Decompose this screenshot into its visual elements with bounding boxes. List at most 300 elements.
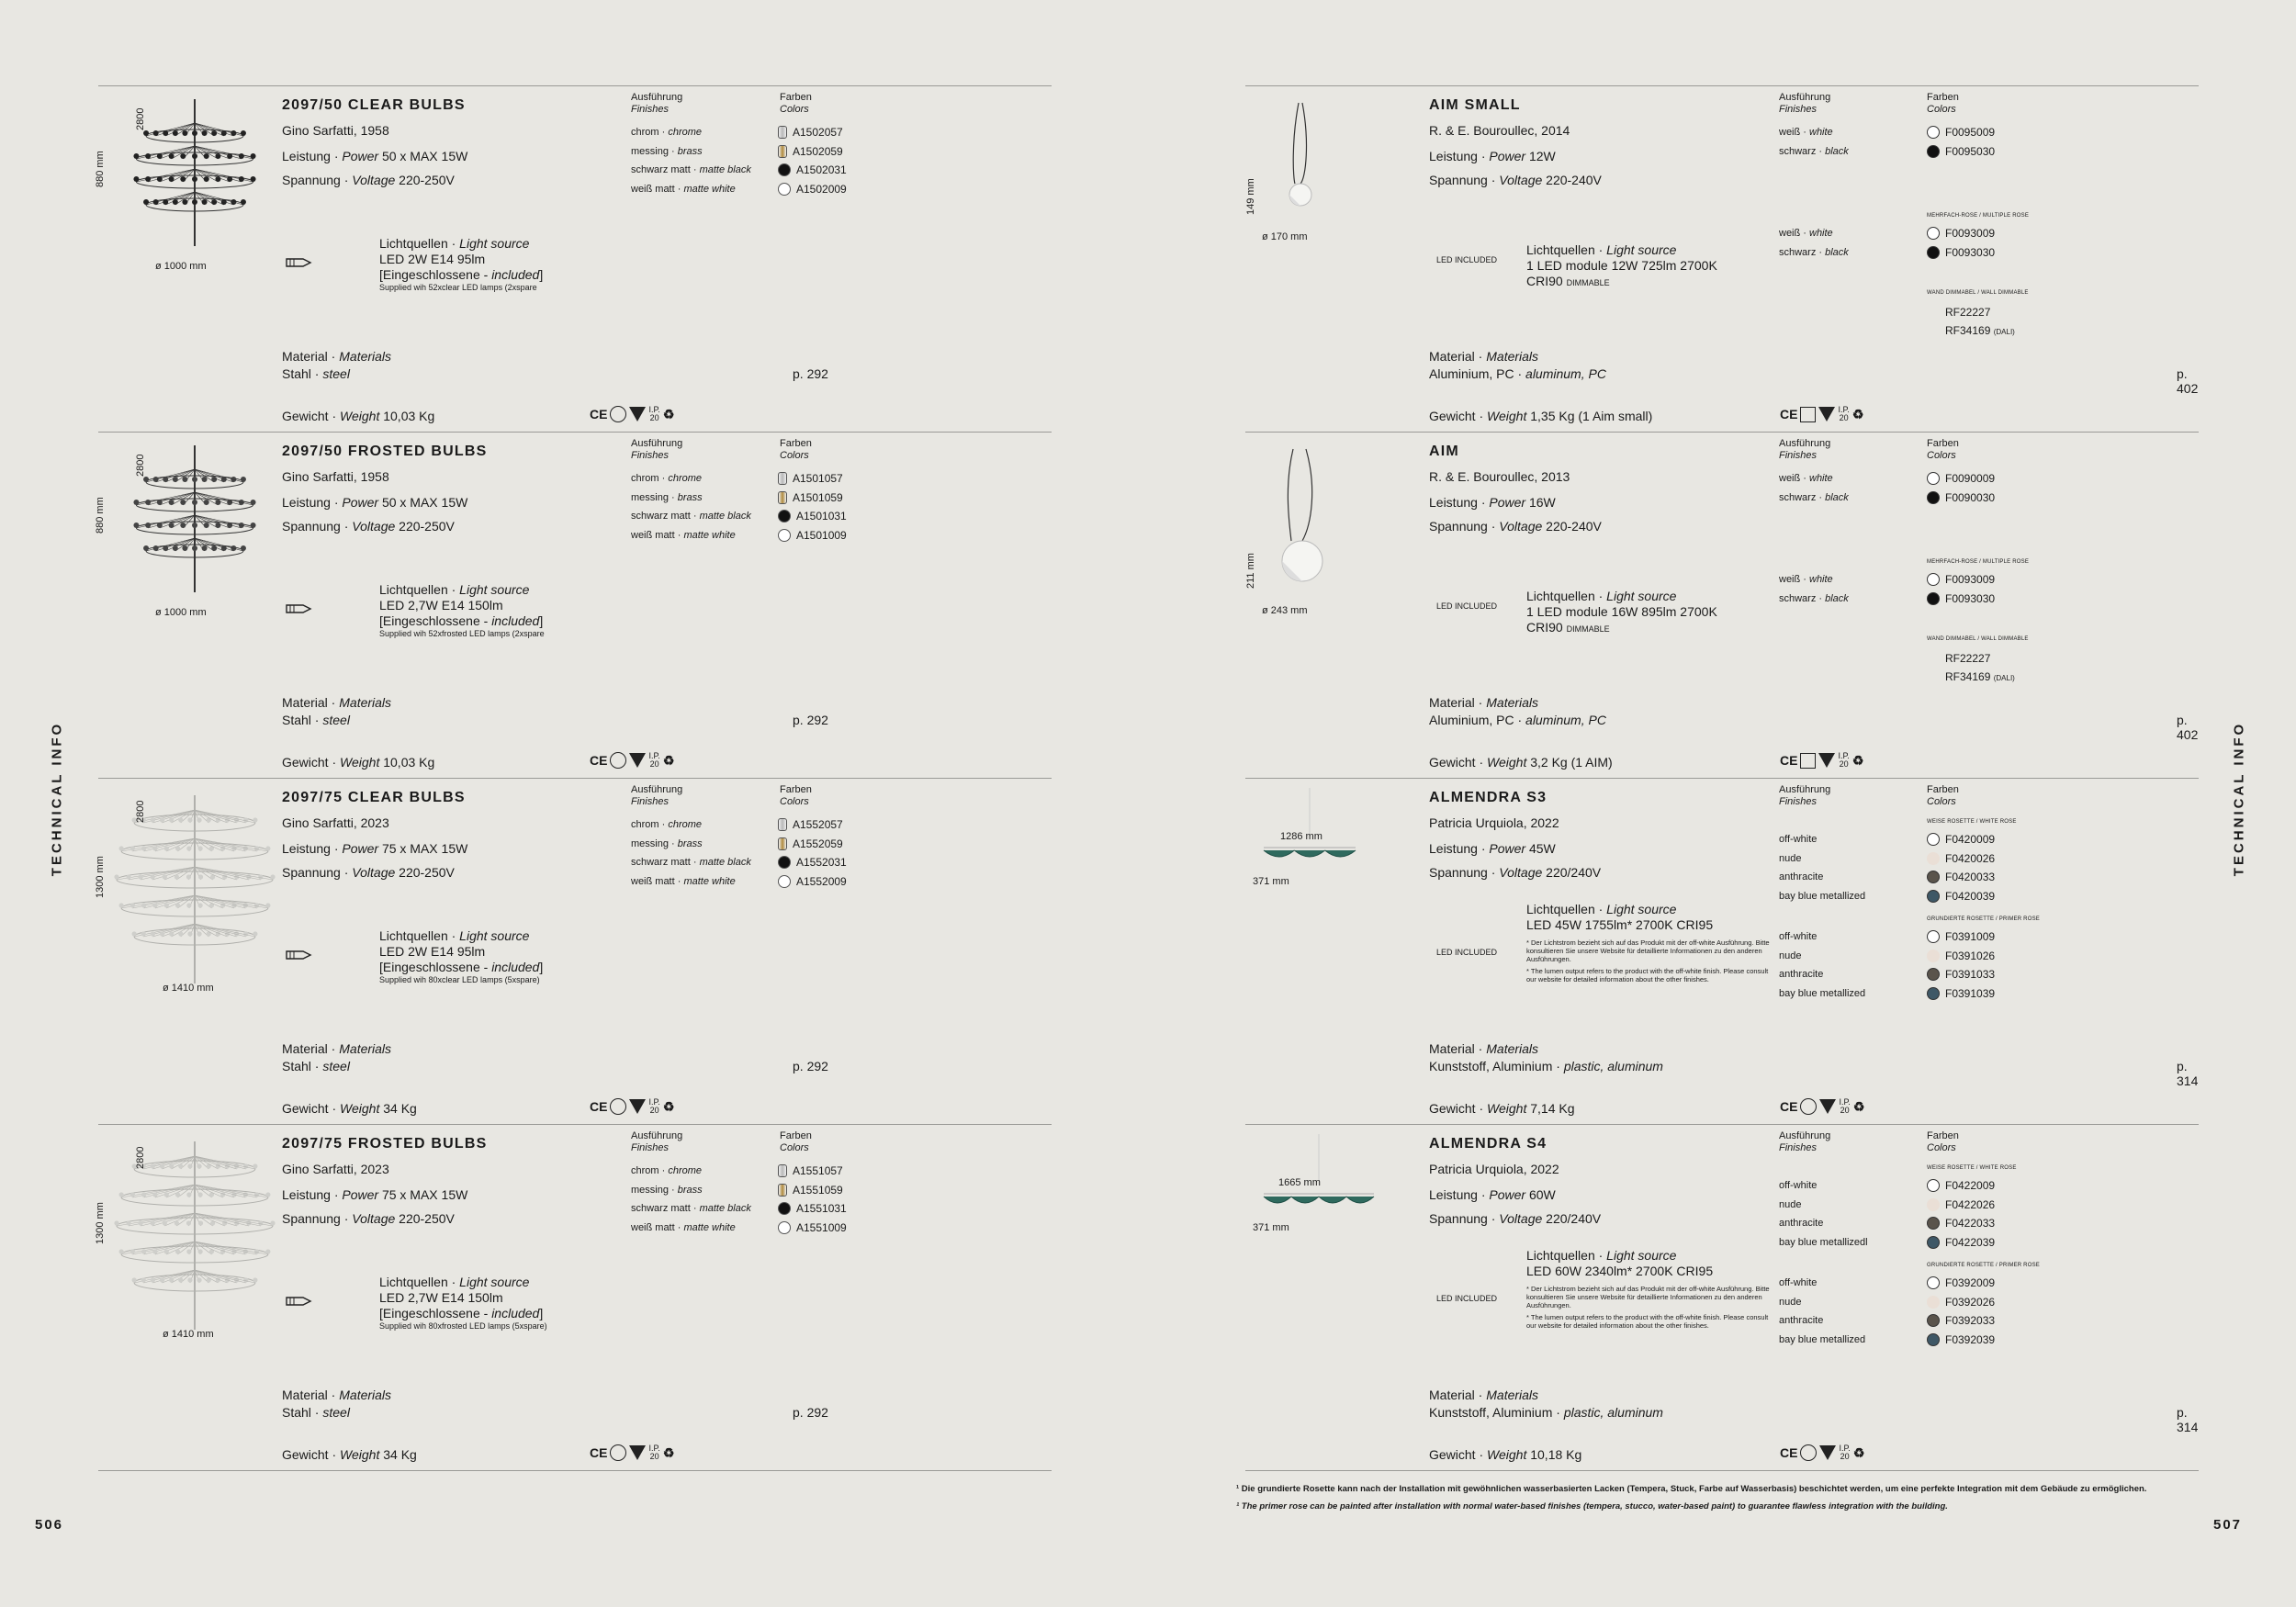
- finishes-de: Ausführung: [631, 438, 683, 449]
- color-row: [778, 526, 847, 545]
- materials-value: [282, 1058, 391, 1075]
- color-row: [1927, 1214, 1995, 1233]
- finish-name: nude: [1779, 950, 1802, 961]
- product-title: 2097/75 CLEAR BULBS: [282, 790, 466, 805]
- dali-label: (DALI): [1993, 328, 2015, 336]
- materials: [1429, 1387, 1663, 1422]
- aim-pendant-illustration: [1245, 86, 1374, 307]
- colors-group: [1927, 1274, 1995, 1349]
- ip20-icon: [648, 406, 659, 422]
- weight-en: Weight: [340, 409, 380, 423]
- finishes-group: [1779, 224, 1849, 262]
- power-value: 45W: [1528, 841, 1556, 856]
- color-row: [778, 1199, 847, 1219]
- color-code: F0420039: [1945, 889, 1996, 903]
- lumen-note-de: * Der Lichtstrom bezieht sich auf das Produkt mit der off-white Ausführung. Bitte konsultieren Sie unsere Website für detaillierte Informationen zu den anderen Ausführungen.: [1526, 938, 1770, 963]
- color-row: [1927, 1176, 1995, 1196]
- almendra-pendant-illustration: [1245, 779, 1401, 916]
- footnotes: [1236, 1480, 2146, 1515]
- color-swatch: [1927, 246, 1940, 259]
- finishes-header: [631, 784, 682, 808]
- page-number: 507: [2213, 1517, 2243, 1533]
- multi-rose-label: MEHRFACH-ROSE / MULTIPLE ROSE: [1927, 559, 2030, 565]
- voltage-value: 220-250V: [399, 865, 455, 880]
- finish-row: [1779, 489, 1849, 508]
- footnote-de: ¹ Die grundierte Rosette kann nach der Installation mit gewöhnlichen wasserbasierten Lacken (Tempera, Stuck, Farbe auf Wasserbasis) beschichtet werden, um eine perfekte Integration mit dem Gebäude zu ermöglichen.: [1236, 1484, 2147, 1494]
- finishes-en: Finishes: [631, 1142, 669, 1153]
- color-row: [1927, 224, 1995, 243]
- voltage: [282, 865, 455, 880]
- dimmable: DIMMABLE: [1566, 278, 1610, 287]
- finish-row: [1779, 1196, 1868, 1215]
- finish-de: weiß matt ·: [631, 529, 684, 541]
- finish-name: off-white: [1779, 1277, 1818, 1288]
- light-source: [379, 236, 618, 293]
- light-source: [379, 582, 618, 639]
- materials-value-en: steel: [322, 1059, 350, 1073]
- weee-icon: ♻: [1852, 1444, 1865, 1460]
- finish-de: schwarz matt ·: [631, 511, 700, 522]
- materials-label-en: Materials: [339, 695, 392, 710]
- color-swatch: [1927, 871, 1940, 883]
- power-de: Leistung ·: [282, 149, 339, 163]
- finish-row: [1779, 243, 1849, 263]
- materials-label-de: Material ·: [282, 349, 336, 364]
- finish-row: [631, 142, 751, 162]
- ip20-icon: [1839, 1444, 1850, 1461]
- color-swatch: [1927, 592, 1940, 605]
- voltage-en: Voltage: [352, 865, 396, 880]
- designer: Patricia Urquiola, 2022: [1429, 815, 1559, 830]
- weight: [1429, 1101, 1575, 1116]
- page-reference: p. 292: [793, 1405, 828, 1420]
- weight: [1429, 409, 1652, 423]
- light-source-label-en: Light source: [1606, 1248, 1677, 1263]
- finish-en: black: [1825, 246, 1849, 258]
- designer: Patricia Urquiola, 2022: [1429, 1162, 1559, 1176]
- colors-list: [778, 1162, 847, 1237]
- voltage-de: Spannung ·: [282, 519, 349, 534]
- color-code: F0422026: [1945, 1197, 1996, 1211]
- aim-pendant-illustration: [1245, 433, 1374, 653]
- finish-de: weiß matt ·: [631, 875, 684, 887]
- class-ii-icon: [1800, 407, 1816, 422]
- materials-label: [282, 1040, 391, 1058]
- ld-mark-icon: [629, 1099, 646, 1114]
- voltage-en: Voltage: [352, 173, 396, 187]
- colors-list: [778, 469, 847, 545]
- materials-value-de: Stahl ·: [282, 1405, 320, 1420]
- finish-row: [1779, 1233, 1868, 1253]
- ip-bottom: 20: [649, 759, 659, 769]
- color-code: F0093030: [1945, 591, 1996, 605]
- ip-top: I.P.: [648, 1097, 660, 1107]
- finish-name: anthracite: [1779, 1218, 1824, 1229]
- light-source-label-en: Light source: [459, 236, 530, 251]
- finish-en: chrome: [668, 819, 703, 830]
- product-block: [1245, 778, 2199, 1124]
- dimension-width: ø 1410 mm: [163, 983, 214, 994]
- led-included-label: LED INCLUDED: [1436, 255, 1498, 264]
- materials-value: [1429, 712, 1606, 729]
- power-en: Power: [342, 841, 379, 856]
- weee-icon: ♻: [662, 1444, 675, 1460]
- finish-row: [1779, 947, 1865, 966]
- color-row: [778, 507, 847, 526]
- color-swatch: [1927, 833, 1940, 846]
- weight-de: Gewicht ·: [1429, 1447, 1484, 1462]
- dimension-drop: 2800: [135, 800, 146, 823]
- materials-value: [1429, 1404, 1663, 1422]
- color-row: [778, 815, 847, 835]
- finish-name: bay blue metallized: [1779, 1333, 1866, 1345]
- materials-value: [282, 1404, 391, 1422]
- power: [1429, 841, 1556, 856]
- finish-row: [631, 526, 751, 545]
- included-label: [379, 267, 618, 283]
- color-swatch: [1927, 968, 1940, 981]
- finishes-list: [631, 815, 751, 891]
- colors-en: Colors: [780, 796, 809, 807]
- ground-icon: [610, 752, 626, 769]
- product-block: [1245, 85, 2199, 432]
- color-row: [1927, 965, 1995, 984]
- light-source-label-de: Lichtquellen ·: [1526, 589, 1604, 603]
- light-source-label-en: Light source: [459, 1275, 530, 1289]
- color-row: [778, 835, 847, 854]
- supplied-note: Supplied wih 52xfrosted LED lamps (2xspare: [379, 629, 545, 638]
- light-source-label-en: Light source: [1606, 902, 1677, 916]
- color-swatch: [778, 1202, 791, 1215]
- voltage-de: Spannung ·: [1429, 173, 1496, 187]
- light-source-label-de: Lichtquellen ·: [379, 582, 456, 597]
- light-source-label: [1526, 589, 1765, 604]
- led-bulb-icon: [285, 256, 318, 269]
- dimension-width: ø 243 mm: [1262, 605, 1308, 616]
- materials-label: [1429, 1387, 1663, 1404]
- colors-de: Farben: [780, 92, 812, 103]
- materials-label: [1429, 348, 1606, 365]
- lumen-note-de: * Der Lichtstrom bezieht sich auf das Produkt mit der off-white Ausführung. Bitte konsultieren Sie unsere Website für detaillierte Informationen zu den anderen Ausführungen.: [1526, 1285, 1770, 1309]
- ground-icon: [610, 406, 626, 422]
- power-en: Power: [1489, 495, 1526, 510]
- color-code: A1551057: [793, 1164, 843, 1177]
- materials-label: [282, 694, 391, 712]
- voltage: [282, 173, 455, 187]
- color-swatch: [778, 1221, 791, 1234]
- power-value: 75 x MAX 15W: [381, 841, 468, 856]
- color-code: A1551031: [796, 1202, 847, 1215]
- colors-en: Colors: [1927, 104, 1956, 115]
- finishes-group: [1779, 927, 1865, 1003]
- product-block: [95, 85, 1052, 432]
- finishes-header: [1779, 1130, 1830, 1154]
- color-swatch: [1927, 1217, 1940, 1230]
- product-illustration-box: [1245, 779, 1429, 1054]
- materials-label: [282, 1387, 391, 1404]
- finish-name: nude: [1779, 852, 1802, 864]
- materials-label: [1429, 694, 1606, 712]
- colors-header: [1927, 784, 1959, 808]
- finishes-en: Finishes: [1779, 104, 1817, 115]
- ce-mark-icon: CE: [1780, 407, 1798, 421]
- colors-list: [778, 123, 847, 198]
- finishes-en: Finishes: [1779, 796, 1817, 807]
- voltage-value: 220/240V: [1546, 865, 1602, 880]
- product-title: 2097/50 FROSTED BULBS: [282, 444, 488, 459]
- light-source-label: [379, 582, 618, 598]
- color-code: A1502059: [793, 144, 843, 158]
- weee-icon: ♻: [1851, 406, 1864, 421]
- materials: [282, 694, 391, 729]
- finish-row: [1779, 984, 1865, 1004]
- materials-label: [1429, 1040, 1663, 1058]
- supplied-note: Supplied wih 52xclear LED lamps (2xspare: [379, 283, 537, 292]
- finish-row: [1779, 142, 1849, 162]
- color-code: F0093030: [1945, 245, 1996, 259]
- designer: R. & E. Bouroullec, 2014: [1429, 123, 1570, 138]
- page-reference: p. 292: [793, 1059, 828, 1073]
- dimension-drop: 2800: [135, 107, 146, 130]
- page-reference: p. 292: [793, 713, 828, 727]
- color-code: F0422039: [1945, 1235, 1996, 1249]
- weight-value: 10,03 Kg: [383, 409, 435, 423]
- finishes-header: [1779, 92, 1830, 116]
- color-code: F0391026: [1945, 949, 1996, 962]
- page-number: 506: [35, 1517, 64, 1533]
- finish-de: schwarz ·: [1779, 246, 1826, 258]
- ce-mark-icon: CE: [1780, 1099, 1798, 1114]
- colors-en: Colors: [1927, 1142, 1956, 1153]
- finish-row: [1779, 590, 1849, 609]
- finish-en: matte black: [699, 1203, 751, 1214]
- ip-bottom: 20: [1840, 1106, 1850, 1115]
- materials: [1429, 694, 1606, 729]
- colors-header: [780, 438, 812, 462]
- product-title: ALMENDRA S3: [1429, 790, 1548, 805]
- voltage: [282, 1211, 455, 1226]
- color-swatch: [1927, 1236, 1940, 1249]
- power-value: 75 x MAX 15W: [381, 1187, 468, 1202]
- color-swatch: [778, 875, 791, 888]
- voltage-value: 220-240V: [1546, 173, 1602, 187]
- light-source-label-en: Light source: [459, 582, 530, 597]
- cri-line: [1526, 620, 1765, 635]
- colors-group: [1927, 1176, 1995, 1252]
- voltage-en: Voltage: [1499, 1211, 1543, 1226]
- included-open: [Eingeschlossene -: [379, 613, 492, 628]
- color-code: F0420026: [1945, 851, 1996, 865]
- materials-value-de: Kunststoff, Aluminium ·: [1429, 1405, 1560, 1420]
- finishes-header: [1779, 784, 1830, 808]
- wall-dimmer-label: WAND DIMMABEL / WALL DIMMABLE: [1927, 636, 2029, 642]
- power: [1429, 1187, 1556, 1202]
- finish-name: bay blue metallized: [1779, 890, 1866, 902]
- color-code: A1502057: [793, 126, 843, 139]
- color-code: F0392033: [1945, 1314, 1996, 1327]
- color-swatch: [1927, 930, 1940, 943]
- finishes-de: Ausführung: [1779, 438, 1831, 449]
- finish-row: [631, 180, 751, 199]
- voltage: [1429, 173, 1602, 187]
- weight-en: Weight: [1487, 409, 1527, 423]
- color-code: A1552009: [796, 874, 847, 888]
- color-row: [1927, 887, 1995, 906]
- color-swatch: [1927, 1198, 1940, 1211]
- finishes-de: Ausführung: [631, 1130, 683, 1141]
- color-swatch: [1927, 1333, 1940, 1346]
- materials-label-de: Material ·: [1429, 695, 1483, 710]
- dimmer-code: RF22227: [1945, 652, 1991, 665]
- light-source: [1526, 242, 1765, 289]
- materials-label-de: Material ·: [282, 1388, 336, 1402]
- color-swatch: [778, 145, 787, 158]
- color-swatch: [1927, 1179, 1940, 1192]
- page-reference: p. 402: [2177, 713, 2199, 742]
- finish-en: matte white: [683, 183, 736, 195]
- dimension-length: 1665 mm: [1278, 1177, 1321, 1188]
- colors-header: [1927, 1130, 1959, 1154]
- light-source-value: 1 LED module 16W 895lm 2700K: [1526, 604, 1717, 619]
- finishes-group: [1779, 469, 1849, 507]
- materials-value-de: Kunststoff, Aluminium ·: [1429, 1059, 1560, 1073]
- materials-label-de: Material ·: [1429, 349, 1483, 364]
- color-row: [1927, 849, 1995, 869]
- finishes-en: Finishes: [631, 450, 669, 461]
- light-source-label: [1526, 242, 1765, 258]
- finish-de: schwarz ·: [1779, 592, 1826, 604]
- voltage-de: Spannung ·: [282, 173, 349, 187]
- included-en: included: [491, 960, 540, 974]
- light-source-value: 1 LED module 12W 725lm 2700K: [1526, 258, 1717, 273]
- colors-group: [1927, 123, 1995, 161]
- light-source-label-de: Lichtquellen ·: [379, 236, 456, 251]
- color-row: [778, 489, 847, 508]
- colors-de: Farben: [1927, 1130, 1959, 1141]
- color-swatch: [778, 1164, 787, 1177]
- color-row: [1927, 927, 1995, 947]
- finish-row: [631, 469, 751, 489]
- ip-top: I.P.: [1838, 751, 1850, 760]
- finish-en: chrome: [668, 473, 703, 484]
- color-swatch: [778, 510, 791, 523]
- colors-header: [780, 1130, 812, 1154]
- included-open: [Eingeschlossene -: [379, 960, 492, 974]
- finish-name: nude: [1779, 1198, 1802, 1210]
- color-code: F0391009: [1945, 930, 1996, 943]
- materials-label-de: Material ·: [1429, 1388, 1483, 1402]
- finish-row: [1779, 1274, 1865, 1293]
- materials-value-en: steel: [322, 1405, 350, 1420]
- weight: [282, 409, 434, 423]
- weee-icon: ♻: [662, 1098, 675, 1114]
- voltage-en: Voltage: [1499, 865, 1543, 880]
- light-source-value: LED 60W 2340lm* 2700K CRI95: [1526, 1264, 1714, 1278]
- dimmable: DIMMABLE: [1566, 624, 1610, 634]
- voltage-en: Voltage: [352, 519, 396, 534]
- finish-name: bay blue metallizedl: [1779, 1236, 1868, 1248]
- product-block: [95, 1124, 1052, 1471]
- included-open: [Eingeschlossene -: [379, 1306, 492, 1320]
- product-illustration: [98, 1132, 282, 1408]
- color-code: F0392039: [1945, 1332, 1996, 1346]
- ip-top: I.P.: [648, 751, 660, 760]
- ld-mark-icon: [629, 753, 646, 768]
- color-row: [1927, 142, 1995, 162]
- ip-top: I.P.: [1839, 1097, 1851, 1107]
- ip-top: I.P.: [1838, 405, 1850, 414]
- colors-en: Colors: [1927, 796, 1956, 807]
- materials-value: [1429, 365, 1606, 383]
- color-swatch: [1927, 1296, 1940, 1309]
- materials-label-de: Material ·: [282, 1041, 336, 1056]
- finishes-list: [631, 469, 751, 545]
- color-swatch: [1927, 1276, 1940, 1289]
- certification-marks: [1780, 749, 1863, 771]
- product-illustration-box: [95, 779, 282, 1054]
- colors-de: Farben: [780, 1130, 812, 1141]
- certification-marks: [590, 1442, 674, 1464]
- certification-marks: [590, 1096, 674, 1118]
- finish-de: messing ·: [631, 1184, 678, 1196]
- light-source: [379, 1275, 618, 1332]
- finish-name: bay blue metallized: [1779, 987, 1866, 999]
- materials-label-en: Materials: [339, 349, 392, 364]
- ld-mark-icon: [1818, 753, 1835, 768]
- led-included-label: LED INCLUDED: [1436, 948, 1498, 957]
- ground-icon: [1800, 1444, 1817, 1461]
- ce-mark-icon: CE: [590, 407, 608, 421]
- materials-value: [282, 365, 391, 383]
- finish-row: [1779, 965, 1865, 984]
- color-swatch: [778, 491, 787, 504]
- finish-de: weiß matt ·: [631, 1221, 684, 1233]
- weight-de: Gewicht ·: [282, 1101, 337, 1116]
- colors-de: Farben: [780, 438, 812, 449]
- power-de: Leistung ·: [282, 495, 339, 510]
- weight-de: Gewicht ·: [1429, 755, 1484, 770]
- materials-value-de: Aluminium, PC ·: [1429, 366, 1523, 381]
- ce-mark-icon: CE: [590, 1099, 608, 1114]
- materials-value-en: aluminum, PC: [1525, 713, 1606, 727]
- light-source-label-de: Lichtquellen ·: [1526, 1248, 1604, 1263]
- finishes-de: Ausführung: [1779, 92, 1831, 103]
- finish-row: [631, 853, 751, 872]
- materials: [282, 348, 391, 383]
- voltage-de: Spannung ·: [282, 1211, 349, 1226]
- weight-value: 3,2 Kg (1 AIM): [1530, 755, 1613, 770]
- materials-value-de: Stahl ·: [282, 1059, 320, 1073]
- color-row: [1927, 1274, 1995, 1293]
- power-en: Power: [342, 495, 379, 510]
- product-illustration-box: [1245, 1125, 1429, 1400]
- finishes-group: [1779, 1274, 1865, 1349]
- ip-top: I.P.: [648, 1444, 660, 1453]
- colors-de: Farben: [1927, 784, 1959, 795]
- weight-en: Weight: [340, 1447, 380, 1462]
- cri: CRI90: [1526, 274, 1563, 288]
- ce-mark-icon: CE: [1780, 1445, 1798, 1460]
- product-block: [95, 432, 1052, 778]
- included-close: ]: [539, 960, 544, 974]
- finish-de: weiß matt ·: [631, 183, 684, 195]
- designer: Gino Sarfatti, 1958: [282, 469, 389, 484]
- color-swatch: [778, 1184, 787, 1197]
- finish-row: [1779, 1331, 1865, 1350]
- finishes-header: [631, 438, 682, 462]
- materials-value-en: aluminum, PC: [1525, 366, 1606, 381]
- ce-mark-icon: CE: [590, 753, 608, 768]
